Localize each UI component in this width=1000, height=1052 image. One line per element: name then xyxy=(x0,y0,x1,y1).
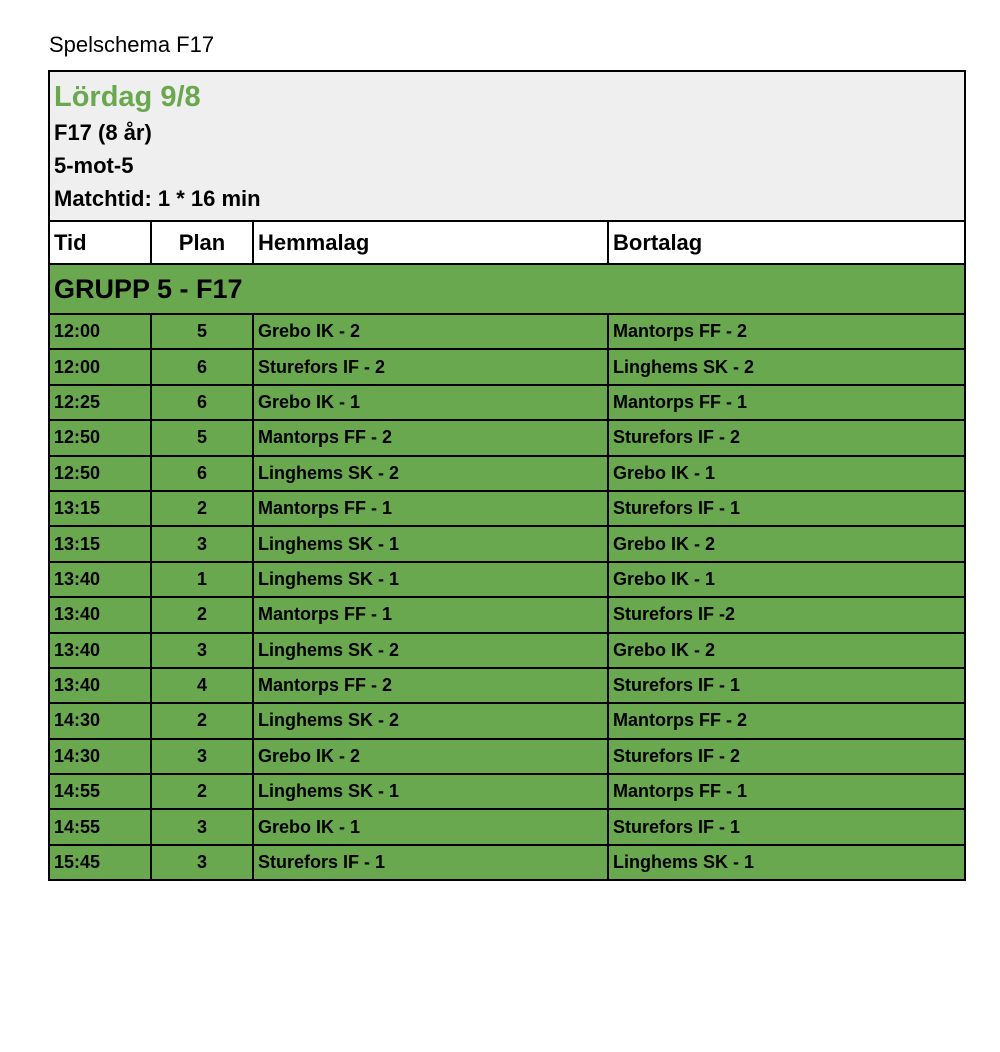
match-field: 6 xyxy=(151,385,253,420)
group-row xyxy=(49,264,965,314)
match-field: 6 xyxy=(151,349,253,384)
column-header-field: Plan xyxy=(151,221,253,264)
table-row xyxy=(49,845,965,880)
match-away-team: Linghems SK - 1 xyxy=(608,845,965,880)
table-row xyxy=(49,314,965,349)
match-away-team: Sturefors IF - 1 xyxy=(608,668,965,703)
match-away-team: Sturefors IF - 1 xyxy=(608,809,965,844)
match-home-team: Linghems SK - 2 xyxy=(253,456,608,491)
match-field: 1 xyxy=(151,562,253,597)
column-header-row xyxy=(49,221,965,264)
match-away-team: Mantorps FF - 1 xyxy=(608,385,965,420)
group-name: GRUPP 5 - F17 xyxy=(49,264,965,314)
match-time: 15:45 xyxy=(49,845,151,880)
column-header-time: Tid xyxy=(49,221,151,264)
match-away-team: Mantorps FF - 2 xyxy=(608,314,965,349)
match-home-team: Sturefors IF - 1 xyxy=(253,845,608,880)
match-away-team: Mantorps FF - 1 xyxy=(608,774,965,809)
match-away-team: Linghems SK - 2 xyxy=(608,349,965,384)
class-label: F17 (8 år) xyxy=(54,120,152,145)
match-away-team: Sturefors IF - 2 xyxy=(608,739,965,774)
day-title: Lördag 9/8 xyxy=(54,81,201,113)
match-field: 4 xyxy=(151,668,253,703)
match-home-team: Mantorps FF - 2 xyxy=(253,668,608,703)
match-away-team: Grebo IK - 2 xyxy=(608,633,965,668)
table-row xyxy=(49,526,965,561)
schedule-header xyxy=(49,71,965,221)
match-field: 2 xyxy=(151,774,253,809)
document-title: Spelschema F17 xyxy=(49,32,215,57)
match-time: 13:40 xyxy=(49,597,151,632)
match-away-team: Mantorps FF - 2 xyxy=(608,703,965,738)
match-home-team: Grebo IK - 1 xyxy=(253,809,608,844)
table-row xyxy=(49,491,965,526)
match-time: 13:15 xyxy=(49,491,151,526)
table-row xyxy=(49,420,965,455)
table-row xyxy=(49,739,965,774)
match-home-team: Linghems SK - 1 xyxy=(253,774,608,809)
match-home-team: Linghems SK - 1 xyxy=(253,526,608,561)
match-away-team: Sturefors IF -2 xyxy=(608,597,965,632)
table-row xyxy=(49,562,965,597)
match-away-team: Grebo IK - 1 xyxy=(608,456,965,491)
match-time: 12:50 xyxy=(49,420,151,455)
table-row xyxy=(49,385,965,420)
table-row xyxy=(49,774,965,809)
match-field: 3 xyxy=(151,526,253,561)
format-label: 5-mot-5 xyxy=(54,153,134,178)
match-time: 14:30 xyxy=(49,739,151,774)
match-time: 14:55 xyxy=(49,774,151,809)
match-away-team: Sturefors IF - 2 xyxy=(608,420,965,455)
column-header-away: Bortalag xyxy=(608,221,965,264)
match-field: 3 xyxy=(151,809,253,844)
match-time: 13:40 xyxy=(49,668,151,703)
match-time: 13:40 xyxy=(49,633,151,668)
match-home-team: Linghems SK - 1 xyxy=(253,562,608,597)
match-field: 3 xyxy=(151,633,253,668)
table-row xyxy=(49,349,965,384)
match-field: 5 xyxy=(151,420,253,455)
table-row xyxy=(49,633,965,668)
schedule-table xyxy=(48,70,966,881)
match-field: 2 xyxy=(151,491,253,526)
table-row xyxy=(49,809,965,844)
match-home-team: Grebo IK - 2 xyxy=(253,314,608,349)
match-time: 14:30 xyxy=(49,703,151,738)
match-away-team: Sturefors IF - 1 xyxy=(608,491,965,526)
match-time-label: Matchtid: 1 * 16 min xyxy=(54,186,261,211)
match-time: 12:50 xyxy=(49,456,151,491)
match-field: 2 xyxy=(151,703,253,738)
match-time: 13:40 xyxy=(49,562,151,597)
column-header-home: Hemmalag xyxy=(253,221,608,264)
schedule-header-row xyxy=(49,71,965,221)
match-field: 3 xyxy=(151,739,253,774)
match-home-team: Sturefors IF - 2 xyxy=(253,349,608,384)
match-field: 3 xyxy=(151,845,253,880)
match-field: 5 xyxy=(151,314,253,349)
table-row xyxy=(49,597,965,632)
table-row xyxy=(49,456,965,491)
match-home-team: Grebo IK - 2 xyxy=(253,739,608,774)
match-home-team: Linghems SK - 2 xyxy=(253,703,608,738)
match-home-team: Mantorps FF - 2 xyxy=(253,420,608,455)
match-time: 13:15 xyxy=(49,526,151,561)
match-away-team: Grebo IK - 1 xyxy=(608,562,965,597)
match-home-team: Grebo IK - 1 xyxy=(253,385,608,420)
match-time: 14:55 xyxy=(49,809,151,844)
table-row xyxy=(49,703,965,738)
match-field: 2 xyxy=(151,597,253,632)
match-time: 12:25 xyxy=(49,385,151,420)
match-time: 12:00 xyxy=(49,314,151,349)
match-home-team: Mantorps FF - 1 xyxy=(253,597,608,632)
match-field: 6 xyxy=(151,456,253,491)
match-home-team: Mantorps FF - 1 xyxy=(253,491,608,526)
match-time: 12:00 xyxy=(49,349,151,384)
table-row xyxy=(49,668,965,703)
match-home-team: Linghems SK - 2 xyxy=(253,633,608,668)
match-away-team: Grebo IK - 2 xyxy=(608,526,965,561)
